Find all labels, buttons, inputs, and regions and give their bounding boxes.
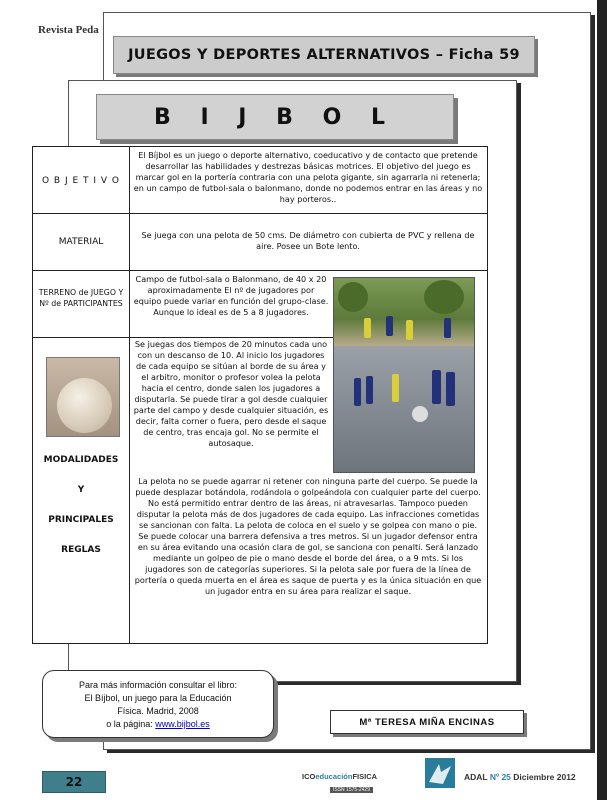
issue-prefix: ADAL bbox=[464, 772, 488, 782]
player bbox=[432, 370, 441, 404]
player bbox=[446, 372, 455, 406]
issn: ISSN 1575-2429 bbox=[330, 787, 373, 793]
series-banner: JUEGOS Y DEPORTES ALTERNATIVOS – Ficha 59 bbox=[113, 36, 535, 74]
objetivo-text: El Bíjbol es un juego o deporte alternativo, coeducativo y de contacto que pretende desarrollar las habilidades y destrezas básicas motrices. El objetivo del juego es marcar gol en la portería contraria con una pelota gigante, sin agarrarla ni retenerla; en un campo de futbol-sala o balonmano, donde no podemos entrar en las áreas y no hay porteros.. bbox=[133, 150, 483, 204]
material-text: Se juega con una pelota de 50 cms. De diámetro con cubierta de PVC y rellena de aire. Posee un Bote lento. bbox=[141, 230, 475, 251]
game-photo bbox=[333, 277, 475, 473]
callout-line-1: Para más información consultar el libro: bbox=[78, 680, 238, 690]
more-info-callout bbox=[42, 670, 274, 738]
pub-suffix: FISICA bbox=[352, 772, 378, 781]
modalidades-label-y: Y bbox=[77, 485, 85, 495]
row-divider bbox=[33, 337, 333, 338]
ball-illustration bbox=[57, 378, 112, 433]
terreno-label: TERRENO de JUEGO Y Nº de PARTICIPANTES bbox=[38, 288, 124, 308]
tree bbox=[338, 282, 368, 312]
issue-info bbox=[464, 772, 576, 782]
callout-line-2: El Bíjbol, un juego para la Educación bbox=[84, 693, 232, 703]
player bbox=[444, 318, 451, 338]
tree bbox=[424, 280, 464, 314]
player bbox=[364, 318, 371, 338]
modalidades-label: MODALIDADES bbox=[43, 455, 119, 465]
modalidades-text-wide: La pelota no se puede agarrar ni retener con ninguna parte del cuerpo. Se puede la puede desplazar botándola, rodándola o golpeándola con cualquier parte del cuerpo. No está permitido entrar dentro de las áreas, ni atravesarlas. Tampoco pueden disputar la pelota más de dos jugadores de cada equipo. Las infracciones cometidas se sancionan con falta. La pelota de coloca en el suelo y se golpea con mano o pie. Se puede colocar una barrera defensiva a tres metros. Si un jugador defensor entra en su área evitando una ocasión clara de gol, se sanciona con penalti. Será lanzado mediante un golpeo de pie o mano desde el borde del área, o a 9 mts. Si los jugadores son de categorías superiores. Si la pelota sale por fuera de la línea de portería o queda muerta en el área es saque de puerta y es la única situación en que un jugador entra en su área para realizar el saque. bbox=[134, 476, 482, 596]
issue-number: Nº 25 bbox=[489, 772, 511, 782]
player bbox=[406, 320, 413, 340]
publication-name bbox=[302, 772, 377, 781]
principales-label: PRINCIPALES bbox=[48, 515, 114, 525]
player bbox=[354, 378, 361, 406]
page-number: 22 bbox=[42, 771, 106, 793]
player bbox=[392, 374, 399, 402]
ball-in-photo bbox=[412, 406, 428, 422]
running-head: Revista Peda bbox=[38, 24, 99, 36]
terreno-text: Campo de futbol-sala o Balonmano, de 40 x 20 aproximadamente El nº de jugadores por equipo puede variar en función del grupo-clase. Aunque lo ideal es de 5 a 8 jugadores. bbox=[133, 274, 329, 317]
callout-line-4 bbox=[43, 718, 273, 731]
callout-line-3: Física. Madrid, 2008 bbox=[117, 706, 199, 716]
photo-court bbox=[334, 346, 474, 472]
reglas-label: REGLAS bbox=[61, 545, 101, 555]
page-title: B I J B O L bbox=[96, 94, 454, 140]
row-divider bbox=[33, 213, 487, 214]
link-prefix: o la página: bbox=[106, 719, 153, 729]
issue-date: Diciembre 2012 bbox=[513, 772, 576, 782]
bijbol-ball-photo bbox=[46, 357, 120, 437]
author-name: Mª TERESA MIÑA ENCINAS bbox=[330, 710, 524, 734]
objetivo-label: O B J E T I V O bbox=[41, 176, 121, 186]
player bbox=[366, 376, 373, 404]
material-label: MATERIAL bbox=[58, 237, 104, 247]
info-table bbox=[32, 146, 488, 644]
website-link[interactable]: www.bijbol.es bbox=[155, 719, 210, 729]
row-divider bbox=[33, 270, 487, 271]
player bbox=[386, 316, 393, 336]
pub-accent: educación bbox=[315, 772, 353, 781]
magazine-logo-icon bbox=[425, 758, 455, 788]
page-edge-strip bbox=[597, 0, 607, 800]
modalidades-text-narrow: Se juegas dos tiempos de 20 minutos cada uno con un descanso de 10. Al inicio los jugadores de cada equipo se sitúan al borde de su área y el arbitro, monitor o profesor volea la pelota hacia el centro, donde salen los jugadores a disputarla. Se puede tirar a gol desde cualquier parte del campo y desde cualquier situación, es decir, falta corner o fuera, pero desde el saque de centro, tras encaja gol. No se permite el autosaque. bbox=[133, 339, 329, 448]
pub-prefix: ICO bbox=[302, 772, 316, 781]
column-divider bbox=[129, 147, 130, 643]
